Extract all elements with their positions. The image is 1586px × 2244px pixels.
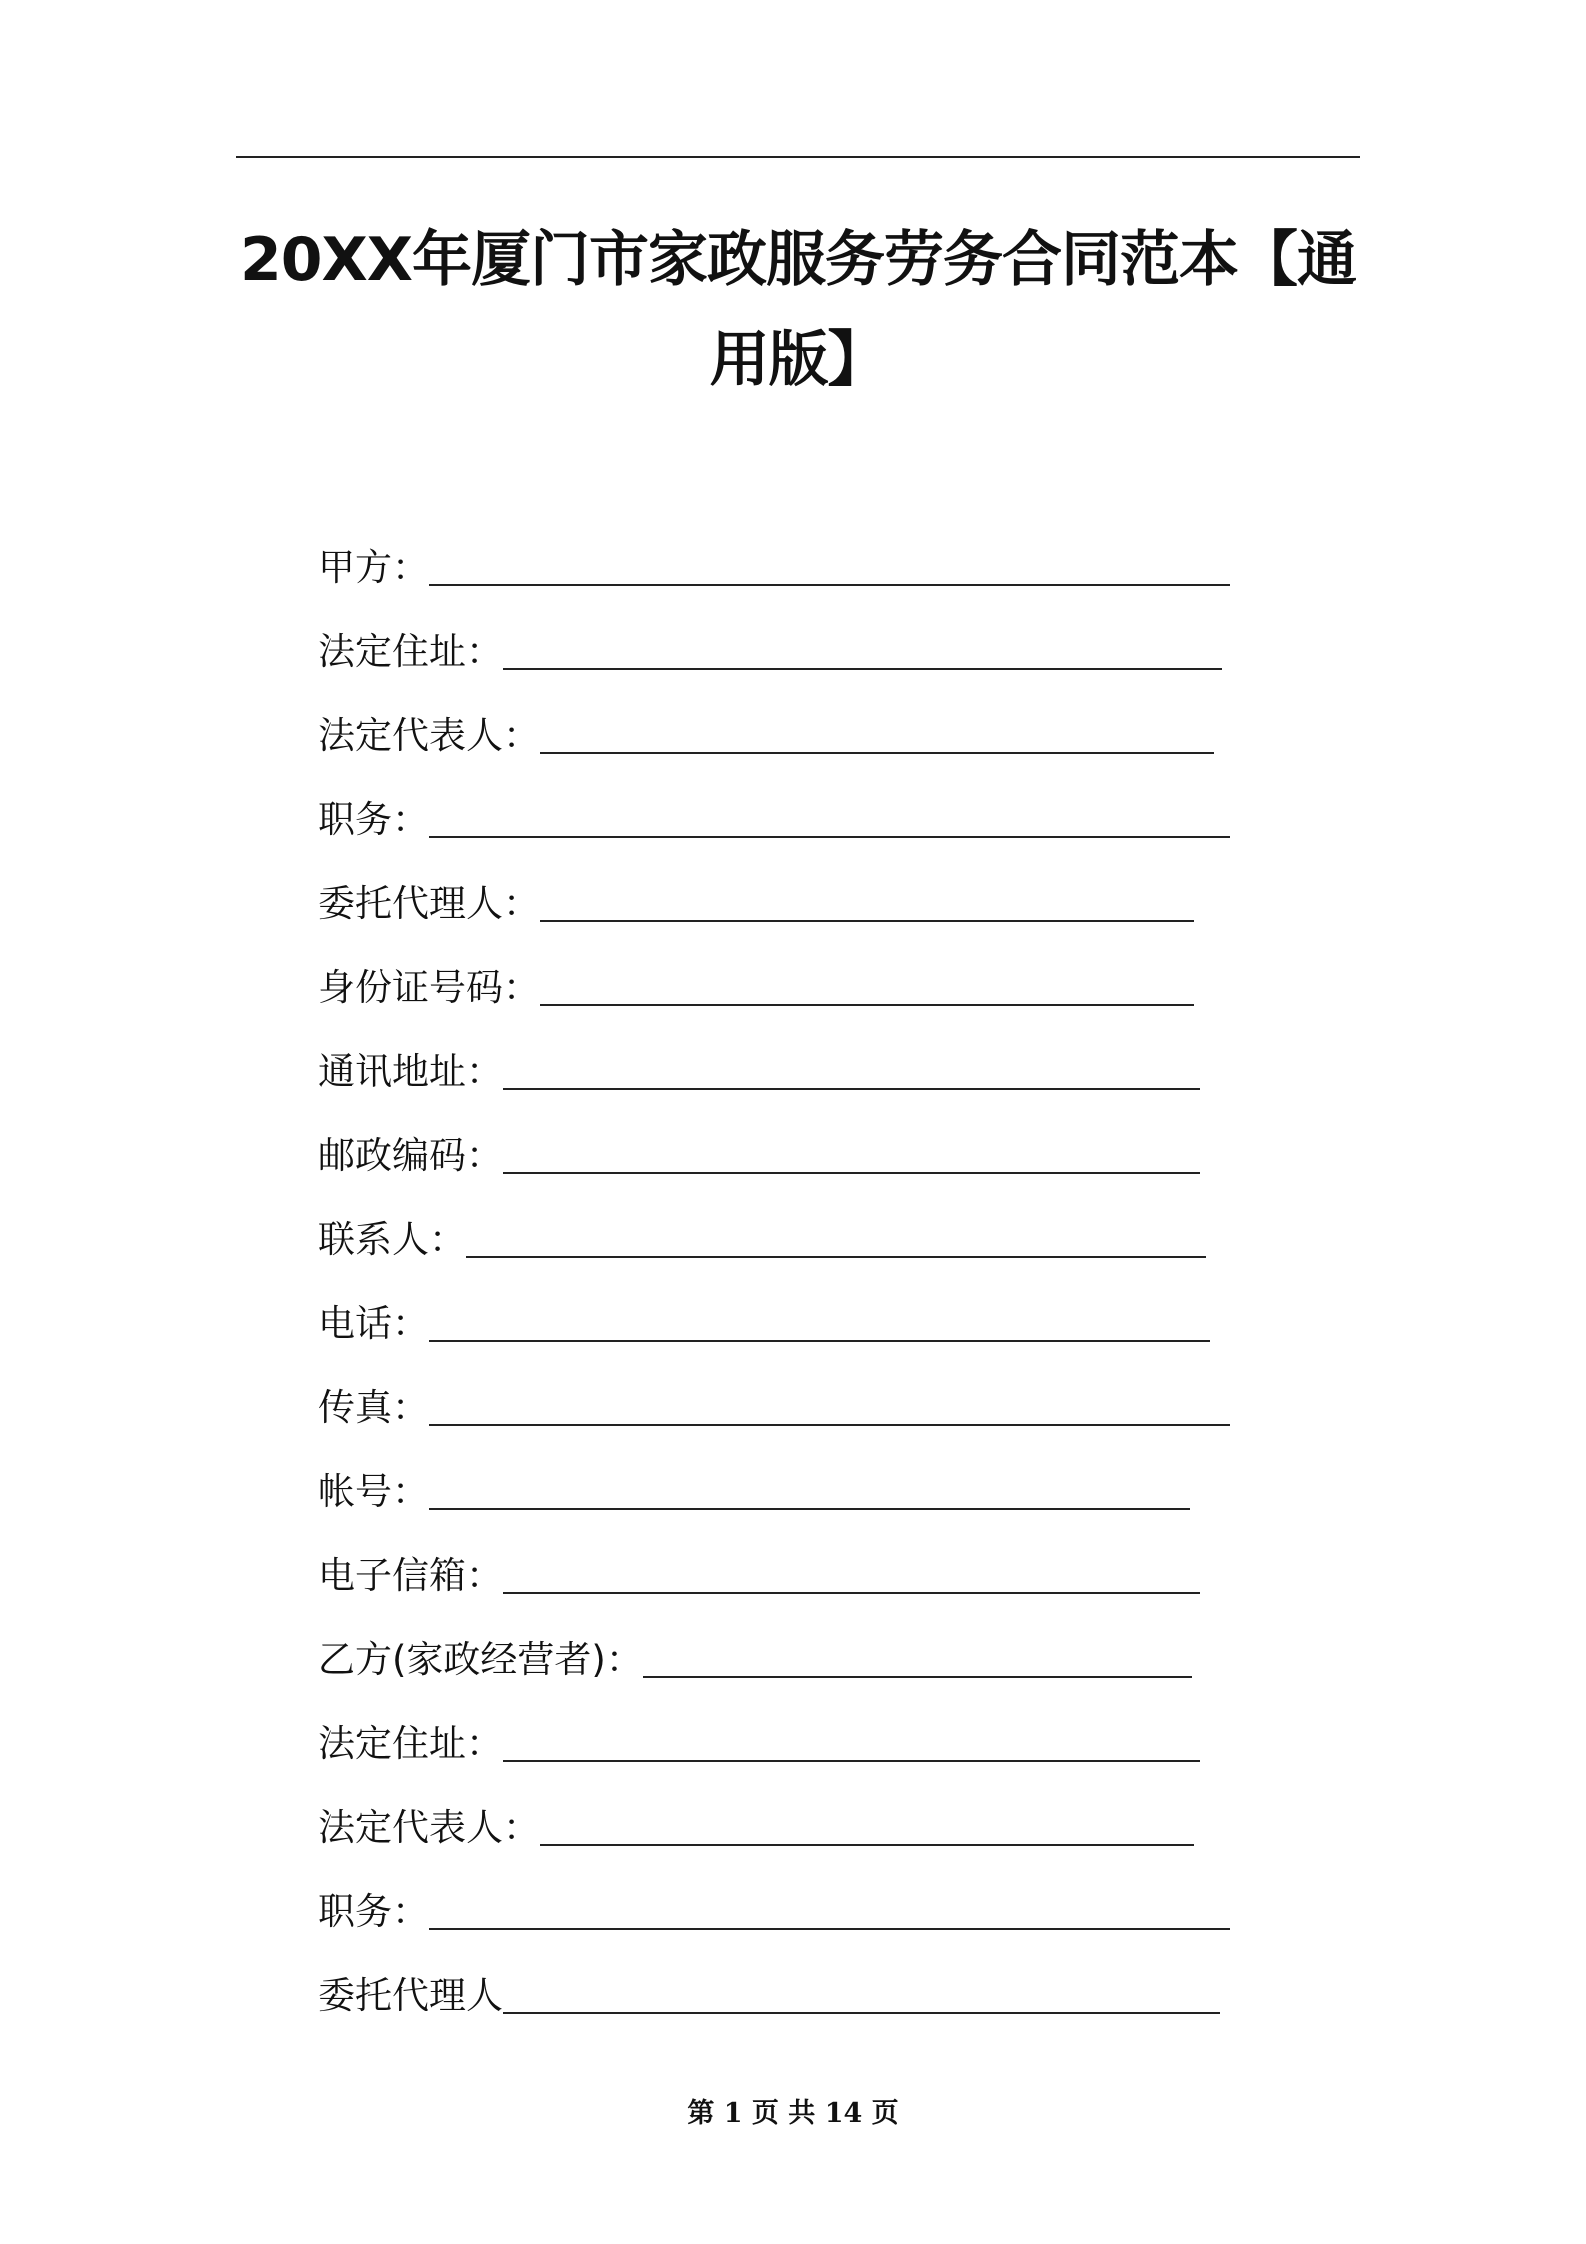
field-fax xyxy=(318,1380,1230,1436)
field-contact-person xyxy=(318,1212,1206,1268)
field-label: 通讯地址： xyxy=(318,1050,503,1093)
field-legal-representative xyxy=(318,708,1214,764)
field-label: 电子信箱： xyxy=(318,1554,503,1597)
field-authorized-agent-b xyxy=(318,1968,1220,2024)
field-position xyxy=(318,792,1230,848)
field-position-b xyxy=(318,1884,1230,1940)
field-label: 委托代理人： xyxy=(318,882,540,925)
field-label: 甲方： xyxy=(318,546,429,589)
blank-line[interactable] xyxy=(503,2012,1220,2014)
field-label: 传真： xyxy=(318,1386,429,1429)
blank-line[interactable] xyxy=(503,1592,1200,1594)
blank-line[interactable] xyxy=(429,1928,1230,1930)
blank-line[interactable] xyxy=(429,1424,1230,1426)
blank-line[interactable] xyxy=(429,1340,1210,1342)
blank-line[interactable] xyxy=(503,1172,1200,1174)
field-label: 法定代表人： xyxy=(318,714,540,757)
field-label: 法定住址： xyxy=(318,630,503,673)
field-email xyxy=(318,1548,1200,1604)
blank-line[interactable] xyxy=(503,668,1222,670)
blank-line[interactable] xyxy=(540,1844,1194,1846)
field-authorized-agent xyxy=(318,876,1194,932)
blank-line[interactable] xyxy=(643,1676,1192,1678)
blank-line[interactable] xyxy=(503,1760,1200,1762)
field-label: 身份证号码： xyxy=(318,966,540,1009)
field-label: 委托代理人 xyxy=(318,1974,503,2017)
field-legal-address-b xyxy=(318,1716,1200,1772)
blank-line[interactable] xyxy=(429,836,1230,838)
field-label: 法定住址： xyxy=(318,1722,503,1765)
field-label: 联系人： xyxy=(318,1218,466,1261)
field-party-b xyxy=(318,1632,1192,1688)
document-title: 20XX年厦门市家政服务劳务合同范本【通用版】 xyxy=(239,225,1356,395)
blank-line[interactable] xyxy=(429,584,1230,586)
field-label: 乙方(家政经营者)： xyxy=(318,1638,643,1681)
blank-line[interactable] xyxy=(540,920,1194,922)
field-legal-representative-b xyxy=(318,1800,1194,1856)
field-label: 职务： xyxy=(318,1890,429,1933)
field-id-number xyxy=(318,960,1194,1016)
field-phone xyxy=(318,1296,1210,1352)
blank-line[interactable] xyxy=(466,1256,1206,1258)
blank-line[interactable] xyxy=(540,752,1214,754)
page-number: 第 1 页 共 14 页 xyxy=(687,2098,899,2129)
field-label: 帐号： xyxy=(318,1470,429,1513)
field-label: 邮政编码： xyxy=(318,1134,503,1177)
header-rule xyxy=(236,156,1360,158)
field-mailing-address xyxy=(318,1044,1200,1100)
field-label: 职务： xyxy=(318,798,429,841)
field-label: 电话： xyxy=(318,1302,429,1345)
blank-line[interactable] xyxy=(429,1508,1190,1510)
field-party-a xyxy=(318,540,1230,596)
field-label: 法定代表人： xyxy=(318,1806,540,1849)
field-postal-code xyxy=(318,1128,1200,1184)
blank-line[interactable] xyxy=(503,1088,1200,1090)
blank-line[interactable] xyxy=(540,1004,1194,1006)
field-legal-address xyxy=(318,624,1222,680)
field-account xyxy=(318,1464,1190,1520)
